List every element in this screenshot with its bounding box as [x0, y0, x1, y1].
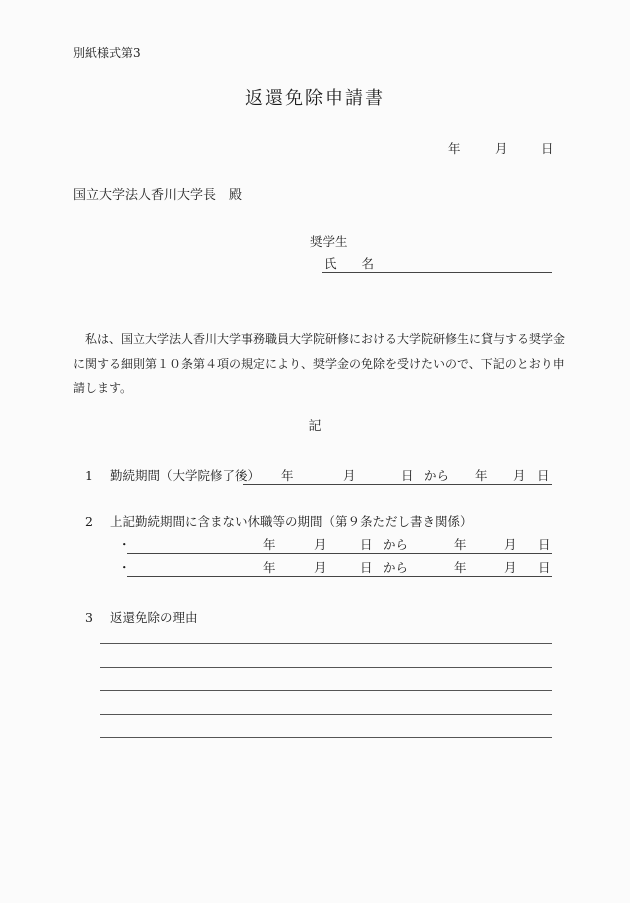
- body-line: 私は、国立大学法人香川大学事務職員大学院研修における大学院研修生に貸与する奨学金: [73, 332, 566, 346]
- item-label: 上記勤続期間に含まない休職等の期間（第９条ただし書き関係）: [110, 514, 473, 529]
- section-marker: 記: [308, 419, 322, 434]
- year-label: 年: [475, 468, 488, 483]
- item2-period-row: [118, 537, 552, 553]
- reason-blank-line: [100, 643, 552, 644]
- applicant-role-label: 奨学生: [310, 234, 348, 249]
- from-label: から: [383, 537, 409, 552]
- reason-blank-line: [100, 690, 552, 691]
- month-label: 月: [504, 537, 517, 552]
- item-number: 1: [85, 468, 93, 483]
- reason-blank-line: [100, 737, 552, 738]
- month-label: 月: [314, 537, 327, 552]
- body-line: に関する細則第１０条第４項の規定により、奨学金の免除を受けたいので、下記のとおり申: [73, 356, 565, 371]
- from-label: から: [424, 468, 450, 483]
- form-number: 別紙様式第3: [73, 46, 141, 60]
- month-label: 月: [513, 468, 526, 483]
- reason-blank-line: [100, 667, 552, 668]
- date-month-label: 月: [495, 141, 508, 156]
- item1-row: [85, 468, 552, 486]
- bullet-marker: ・: [118, 537, 131, 552]
- day-label: 日: [360, 560, 373, 575]
- day-label: 日: [401, 468, 414, 483]
- date-line: [0, 141, 630, 157]
- name-field: [322, 255, 552, 273]
- year-label: 年: [263, 560, 276, 575]
- addressee: 国立大学法人香川大学長 殿: [73, 188, 243, 203]
- document-title: 返還免除申請書: [245, 88, 385, 109]
- item-number: 3: [85, 610, 93, 625]
- day-label: 日: [538, 537, 551, 552]
- item2-period-row: [118, 560, 552, 576]
- body-paragraph: [73, 327, 565, 401]
- month-label: 月: [314, 560, 327, 575]
- name-field-label: 氏 名: [324, 256, 375, 271]
- date-day-label: 日: [541, 141, 554, 156]
- day-label: 日: [537, 468, 550, 483]
- date-year-label: 年: [448, 141, 461, 156]
- item-label: 返還免除の理由: [110, 610, 198, 625]
- day-label: 日: [538, 560, 551, 575]
- period-date-range-field: [127, 537, 552, 554]
- reason-blank-line: [100, 714, 552, 715]
- item-number: 2: [85, 514, 93, 529]
- item3-header: [85, 610, 552, 628]
- item2-header: [85, 514, 552, 532]
- bullet-marker: ・: [118, 560, 131, 575]
- item1-date-range-field: [243, 468, 552, 485]
- from-label: から: [383, 560, 409, 575]
- day-label: 日: [360, 537, 373, 552]
- month-label: 月: [504, 560, 517, 575]
- body-line: 請します。: [73, 381, 133, 396]
- year-label: 年: [454, 537, 467, 552]
- period-date-range-field: [127, 560, 552, 577]
- item-label: 勤続期間（大学院修了後）: [110, 468, 261, 483]
- year-label: 年: [263, 537, 276, 552]
- month-label: 月: [343, 468, 356, 483]
- year-label: 年: [454, 560, 467, 575]
- year-label: 年: [281, 468, 294, 483]
